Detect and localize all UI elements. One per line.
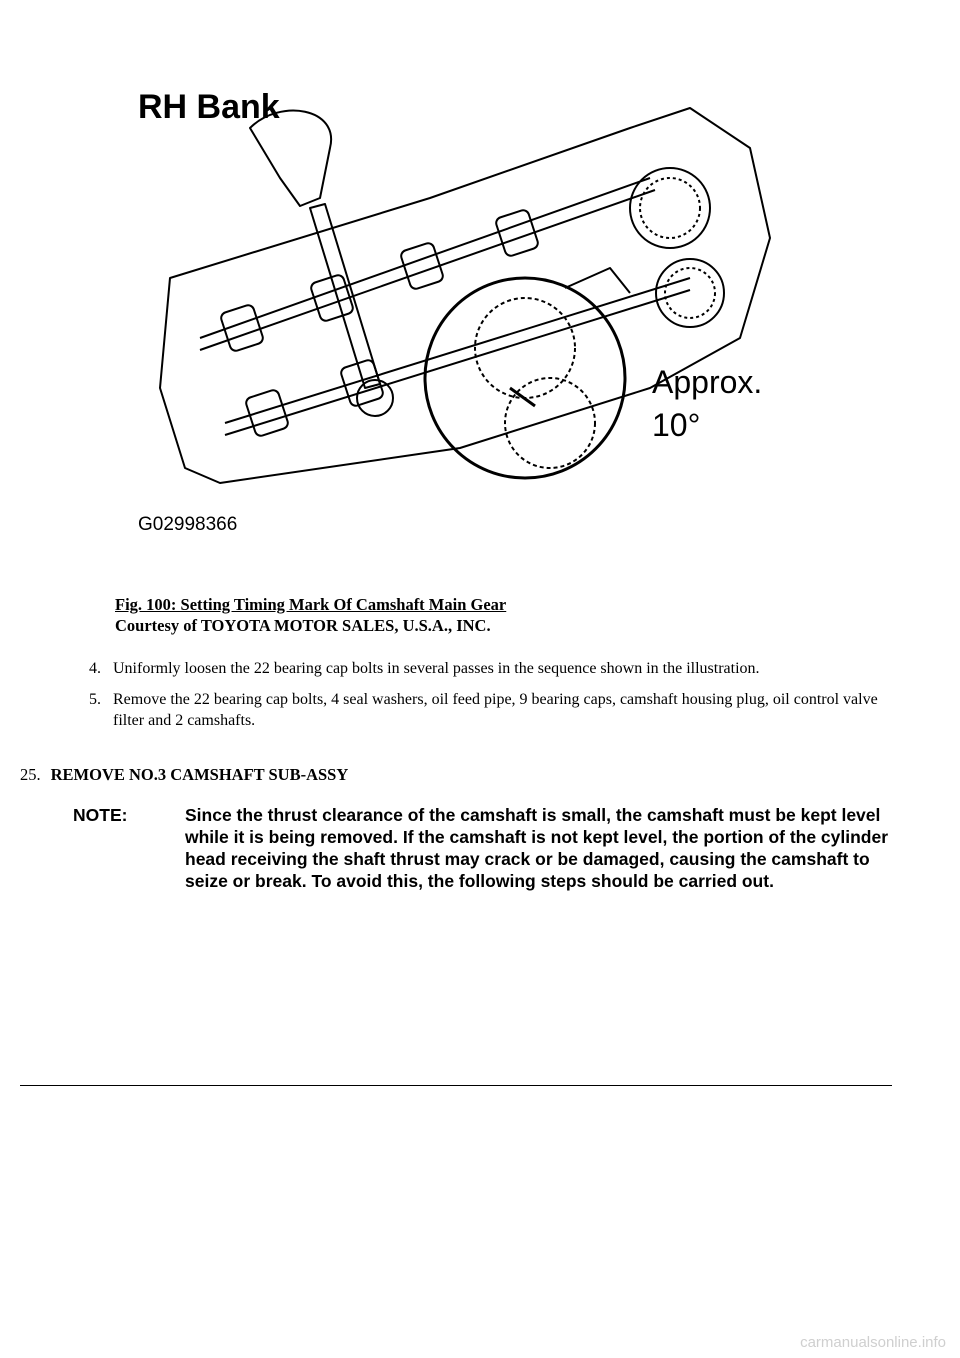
camshaft-upper-edge [200,190,655,350]
watermark: carmanualsonline.info [800,1334,946,1351]
figure-courtesy: Courtesy of TOYOTA MOTOR SALES, U.S.A., INC. [115,616,491,635]
step-number: 4. [89,660,101,677]
step-number: 5. [89,691,101,708]
gear-teeth [640,178,700,238]
note-block [73,804,893,892]
bank-label: RH Bank [138,88,280,126]
camshaft-sub-gear [656,259,724,327]
step-item [0,689,900,731]
engine-illustration [130,88,790,538]
step-list [0,658,900,741]
camshaft-main-gear [630,168,710,248]
bearing-cap [340,359,385,408]
angle-label-line1: Approx. [652,364,763,400]
angle-label-line2: 10° [652,407,701,443]
figure-title: Fig. 100: Setting Timing Mark Of Camshaft Main Gear [115,595,507,614]
step-item [0,658,900,679]
section-heading [20,765,348,785]
page-divider [20,1085,892,1086]
figure-caption [115,594,506,636]
section-title: REMOVE NO.3 CAMSHAFT SUB-ASSY [50,765,349,784]
note-text: Since the thrust clearance of the camshaft is small, the camshaft must be kept level while it is being removed. If the camshaft is not kept level, the portion of the cylinder head receiving the shaft thrust may crack or be damaged, causing the camshaft to seize or break. To avoid this, the following steps should be carried out. [185,805,889,891]
bearing-cap [245,389,290,438]
step-text: Uniformly loosen the 22 bearing cap bolts in several passes in the sequence shown in the illustration. [113,660,760,677]
detail-gear-upper [475,298,575,398]
section-number: 25. [20,765,41,784]
figure-code: G02998366 [138,514,238,535]
engine-drawing [130,88,790,538]
note-label: NOTE: [73,805,128,825]
detail-circle [425,278,625,478]
camshaft-upper [200,178,650,338]
step-text: Remove the 22 bearing cap bolts, 4 seal washers, oil feed pipe, 9 bearing caps, camshaft housing plug, oil control valve filter and 2 camshafts. [113,691,878,729]
camshaft-lower-edge [225,290,690,435]
gear-teeth [665,268,715,318]
detail-pointer [565,268,630,293]
